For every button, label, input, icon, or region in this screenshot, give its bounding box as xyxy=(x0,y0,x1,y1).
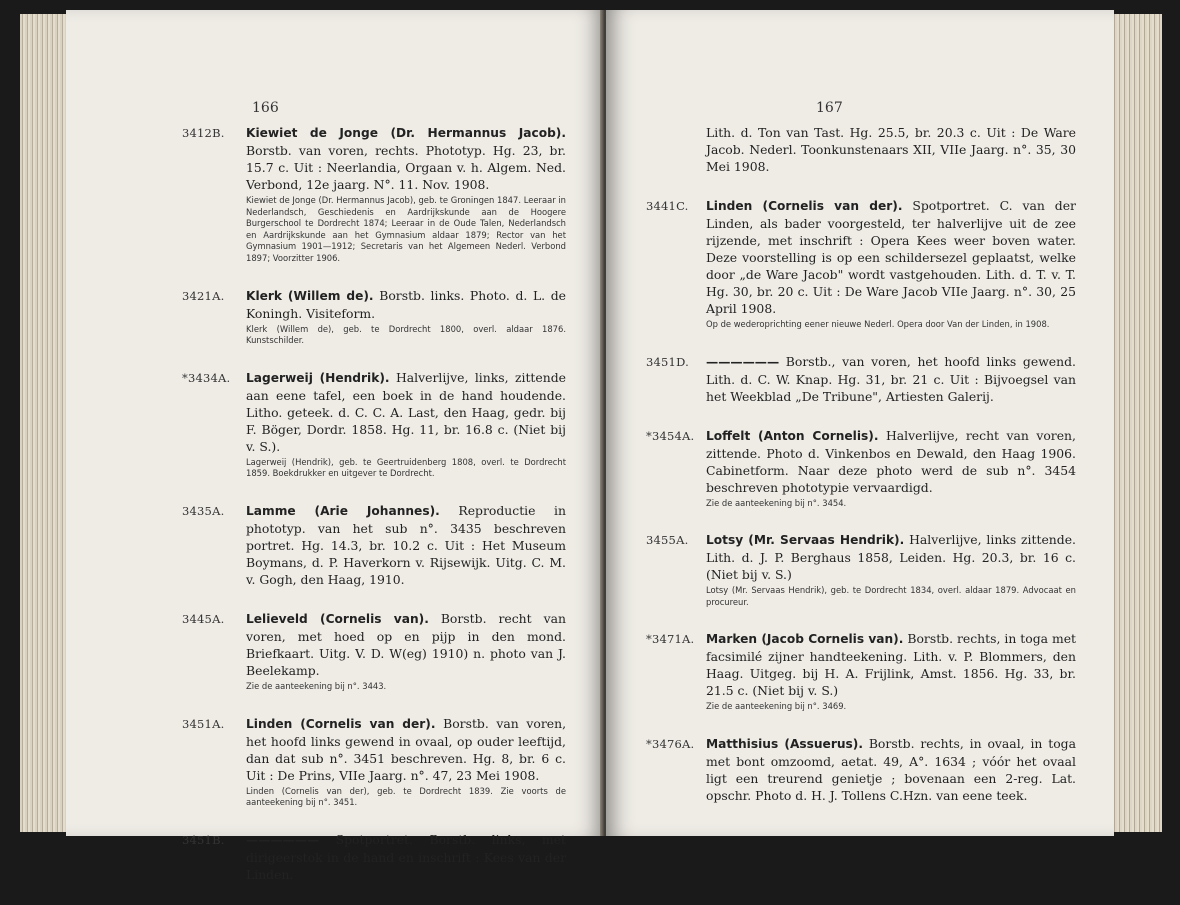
catalog-entry xyxy=(606,353,1076,405)
entry-number: 3451A. xyxy=(182,716,225,731)
page-edges-right xyxy=(1112,14,1162,832)
entry-text: Halverlijve, links, zittende aan eene tafel, een boek in de hand houdende. Litho. geteek. d. C. C. A. Last, den Haag, gedr. bij F. Böger, Dordr. 1858. Hg. 11, br. 16.8 c. (Niet bij v. S.). xyxy=(246,369,566,454)
entry-number: 3451B. xyxy=(182,832,225,847)
entry-number: 3441C. xyxy=(646,199,689,213)
entry-number: 3455A. xyxy=(646,533,689,548)
catalog-entry xyxy=(606,630,1076,713)
entry-text: Borstb. rechts, in toga met facsimilé zijner handteekening. Lith. v. P. Blommers, den Haag. Uitgeg. bij H. A. Frijlink, Amst. 1856. Hg. 33, br. 21.5 c. (Niet bij v. S.) xyxy=(706,631,1077,699)
entry-number: 3412B. xyxy=(182,126,225,140)
entry-note: Lagerweij (Hendrik), geb. te Geertruidenberg 1808, overl. te Dordrecht 1859. Boekdrukker en uitgever te Dordrecht. xyxy=(246,456,566,479)
entry-note: Klerk (Willem de), geb. te Dordrecht 1800, overl. aldaar 1876. Kunstschilder. xyxy=(246,323,566,346)
right-page xyxy=(606,10,1114,836)
entry-name: Lamme (Arie Johannes). xyxy=(246,503,440,518)
catalog-entry xyxy=(606,197,1076,331)
entry-note: Zie de aanteekening bij n°. 3454. xyxy=(706,497,847,508)
entry-number: 3435A. xyxy=(182,503,225,518)
right-page-content xyxy=(606,124,1076,826)
continued-text: Lith. d. Ton van Tast. Hg. 25.5, br. 20.3 c. Uit : De Ware Jacob. Nederl. Toonkunstenaars XII, VIIe Jaarg. n°. 35, 30 Mei 1908. xyxy=(706,125,1076,174)
entry-name: —————— xyxy=(246,832,320,847)
catalog-entry xyxy=(66,124,566,265)
entry-text: Borstb. links. Photo. d. L. de Koningh. Visiteform. xyxy=(246,287,566,321)
entry-text: Reproductie in phototyp. van het sub n°. 3435 beschreven portret. Hg. 14.3, br. 10.2 c. Uit : Het Museum Boymans, d. P. Haverkorn v. Rijsewijk. Uitg. C. M. v. Gogh, den Haag, 1910. xyxy=(246,502,567,587)
page-number: 166 xyxy=(252,100,279,116)
page-number: 167 xyxy=(816,100,843,116)
entry-name: Lotsy (Mr. Servaas Hendrik). xyxy=(706,533,905,548)
page-edges-left xyxy=(20,14,68,832)
catalog-entry xyxy=(66,610,566,693)
entry-number: *3454A. xyxy=(646,428,695,443)
entry-text: Spotportret. C. van der Linden, als bader voorgesteld, ter halverlijve uit de zee rijzende, met inschrift : Opera Kees weer boven water. Deze voorstelling is op een schildersezel geplaatst, welke door „de Ware Jacob" wordt vastgehouden. Lith. d. T. v. T. Hg. 30, br. 20 c. Uit : De Ware Jacob VIIe Jaarg. n°. 30, 25 April 1908. xyxy=(706,198,1076,316)
entry-note: Zie de aanteekening bij n°. 3469. xyxy=(706,701,847,712)
entry-number: *3471A. xyxy=(646,632,695,647)
entry-text: Borstb. rechts, in ovaal, in toga met bont omzoomd, aetat. 49, A°. 1634 ; vóór het ovaal ligt een treurend genietje ; bovenaan een 2-reg. Lat. opschr. Photo d. H. J. Tollens C.Hzn. van eene teek. xyxy=(706,735,1076,803)
entry-text: Spotportret. Borstb. links, met dirigeerstok in de hand en inschrift : Kees van der Linden. xyxy=(246,831,566,882)
entry-text: Borstb., van voren, het hoofd links gewend. Lith. d. C. W. Knap. Hg. 31, br. 21 c. Uit : Bijvoegsel van het Weekblad „De Tribune", Artiesten Galerij. xyxy=(706,353,1076,404)
entry-name: Klerk (Willem de). xyxy=(246,288,374,303)
entry-number: 3445A. xyxy=(182,611,225,626)
entry-name: Linden (Cornelis van der). xyxy=(246,716,436,731)
entry-note: Kiewiet de Jonge (Dr. Hermannus Jacob), geb. te Groningen 1847. Leeraar in Nederlandsch, Geschiedenis en Aardrijkskunde aan de Hoogere Burgerschool te Dordrecht 1874; Leeraar in de Oude Talen, Nederlandsch en Aardrijkskunde aan het Gymnasium aldaar 1879; Rector van het Gymnasium 1901—1912; Secretaris van het Algemeen Nederl. Verbond 1897; Voorzitter 1906. xyxy=(246,195,566,263)
catalog-entry xyxy=(66,831,566,883)
entry-text: Halverlijve, recht van voren, zittende. Photo d. Vinkenbos en Dewald, den Haag 1906. Cabinetform. Naar deze photo werd de sub n°. 3454 beschreven phototypie vervaardigd. xyxy=(706,427,1076,495)
left-page-content xyxy=(66,124,566,905)
entry-number: *3434A. xyxy=(182,370,231,385)
catalog-entry xyxy=(66,369,566,480)
catalog-entry xyxy=(606,531,1076,608)
entry-note: Linden (Cornelis van der), geb. te Dordrecht 1839. Zie voorts de aanteekening bij n°. 3451. xyxy=(246,785,566,808)
entry-note: Lotsy (Mr. Servaas Hendrik), geb. te Dordrecht 1834, overl. aldaar 1879. Advocaat en procureur. xyxy=(706,585,1076,607)
entry-note: Op de wederoprichting eener nieuwe Nederl. Opera door Van der Linden, in 1908. xyxy=(706,319,1050,329)
entry-number: *3476A. xyxy=(646,736,695,751)
entry-number: 3451D. xyxy=(646,354,689,369)
left-page xyxy=(66,10,604,882)
catalog-entry xyxy=(606,735,1076,804)
entry-name: —————— xyxy=(706,354,780,369)
entry-note: Zie de aanteekening bij n°. 3443. xyxy=(246,680,387,691)
entry-text: Halverlijve, links zittende. Lith. d. J. P. Berghaus 1858, Leiden. Hg. 20.3, br. 16 c. (Niet bij v. S.) xyxy=(706,532,1076,583)
catalog-entry xyxy=(66,502,566,588)
entry-name: Lagerweij (Hendrik). xyxy=(246,370,390,385)
entry-name: Lelieveld (Cornelis van). xyxy=(246,611,429,626)
entry-name: Matthisius (Assuerus). xyxy=(706,736,863,751)
entry-name: Loffelt (Anton Cornelis). xyxy=(706,428,879,443)
entry-name: Marken (Jacob Cornelis van). xyxy=(706,632,904,647)
catalog-entry xyxy=(606,427,1076,510)
catalog-entry xyxy=(66,287,566,347)
entry-text: Borstb. recht van voren, met hoed op en pijp in den mond. Briefkaart. Uitg. V. D. W(eg) 1910) n. photo van J. Beelekamp. xyxy=(246,610,566,678)
entry-text: Borstb. van voren, rechts. Phototyp. Hg. 23, br. 15.7 c. Uit : Neerlandia, Orgaan v. h. Algem. Ned. Verbond, 12e jaarg. N°. 11. Nov. 1908. xyxy=(246,143,566,192)
catalog-entry xyxy=(66,715,566,809)
entry-name: Linden (Cornelis van der). xyxy=(706,199,903,213)
entry-text: Borstb. van voren, het hoofd links gewend in ovaal, op ouder leeftijd, dan dat sub n°. 3451 beschreven. Hg. 8, br. 6 c. Uit : De Prins, VIIe Jaarg. n°. 47, 23 Mei 1908. xyxy=(246,715,567,783)
entry-name: Kiewiet de Jonge (Dr. Hermannus Jacob). xyxy=(246,126,566,140)
entry-number: 3421A. xyxy=(182,288,225,303)
